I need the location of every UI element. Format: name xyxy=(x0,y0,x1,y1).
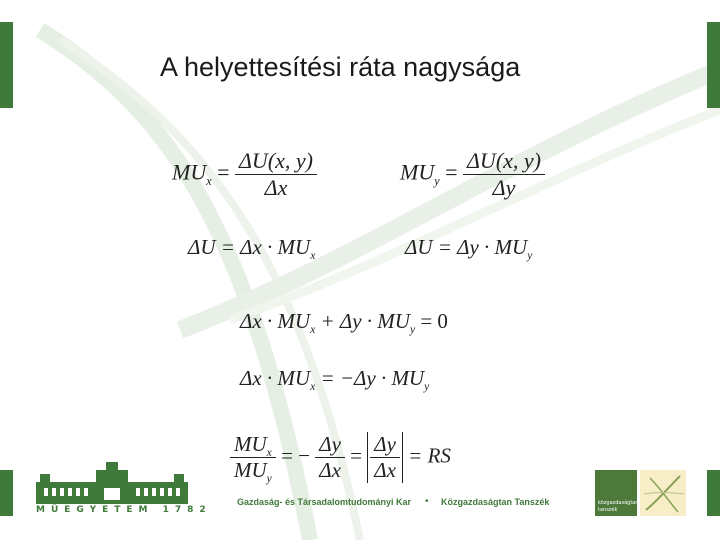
rs-eq2: = xyxy=(350,443,362,468)
rs-num1-sub: x xyxy=(266,447,272,460)
du-y-sub: y xyxy=(527,250,533,263)
equation-negative xyxy=(240,366,430,394)
du-y-text: ΔU = Δy · MU xyxy=(405,235,528,259)
corner-bar-top-left xyxy=(0,22,13,108)
sum-b: + Δy · MU xyxy=(315,309,410,333)
mux-numerator: ΔU(x, y) xyxy=(235,148,317,175)
mux-sub: x xyxy=(206,173,212,188)
rs-den1: MU xyxy=(234,458,267,482)
rs-eq1: = − xyxy=(281,443,310,468)
badge-line2: tanszék xyxy=(598,507,618,513)
du-x-sub: x xyxy=(310,250,316,263)
rs-num1: MU xyxy=(234,432,267,456)
faculty-name: Gazdaság- és Társadalomtudományi Kar xyxy=(237,497,412,507)
footer-separator: • xyxy=(425,496,429,507)
sum-a: Δx · MU xyxy=(240,309,311,333)
mux-lhs: MU xyxy=(172,159,207,185)
equation-muy: $MU_y$ = $\frac{\Delta U(x, y)}{\Delta y}$ xyxy=(400,148,545,201)
equation-mux: $MU_x$ = $\frac{\Delta U(x, y)}{\Delta x}$ xyxy=(172,148,317,201)
mux-denominator: Δx xyxy=(264,175,288,200)
rs-den3: Δx xyxy=(374,458,396,482)
department-name: Közgazdaságtan Tanszék xyxy=(441,497,550,507)
mux-fraction xyxy=(235,148,317,201)
neg-b: = −Δy · MU xyxy=(315,366,425,390)
rs-den2: Δx xyxy=(319,458,341,482)
neg-a: Δx · MU xyxy=(240,366,311,390)
slide-title: A helyettesítési ráta nagysága xyxy=(160,52,521,82)
muy-denominator: Δy xyxy=(492,175,516,200)
corner-bar-top-right xyxy=(707,22,720,108)
swoosh-x-icon xyxy=(640,470,686,516)
muy-lhs: MU xyxy=(400,159,435,185)
badge-line1: közgazdaságtan xyxy=(598,500,639,506)
logo-caption: MŰEGYETEM 1782 xyxy=(36,505,212,515)
rs-den1-sub: y xyxy=(266,473,272,486)
equation-du-y xyxy=(405,235,533,263)
rs-num2: Δy xyxy=(315,432,345,458)
muy-numerator: ΔU(x, y) xyxy=(463,148,545,175)
du-x-text: ΔU = Δx · MU xyxy=(188,235,311,259)
equation-du-x xyxy=(188,235,316,263)
neg-a-sub: x xyxy=(310,381,316,394)
equation-sum-zero xyxy=(240,309,448,337)
sum-b-sub: y xyxy=(409,324,416,337)
muy-sub: y xyxy=(434,173,440,188)
department-badge xyxy=(595,470,637,516)
department-logo xyxy=(640,470,686,516)
muy-fraction xyxy=(463,148,545,201)
neg-b-sub: y xyxy=(424,381,430,394)
rs-num3: Δy xyxy=(370,432,400,458)
sum-c: = 0 xyxy=(415,309,448,333)
rs-eq3: = RS xyxy=(408,443,451,468)
sum-a-sub: x xyxy=(310,324,316,337)
